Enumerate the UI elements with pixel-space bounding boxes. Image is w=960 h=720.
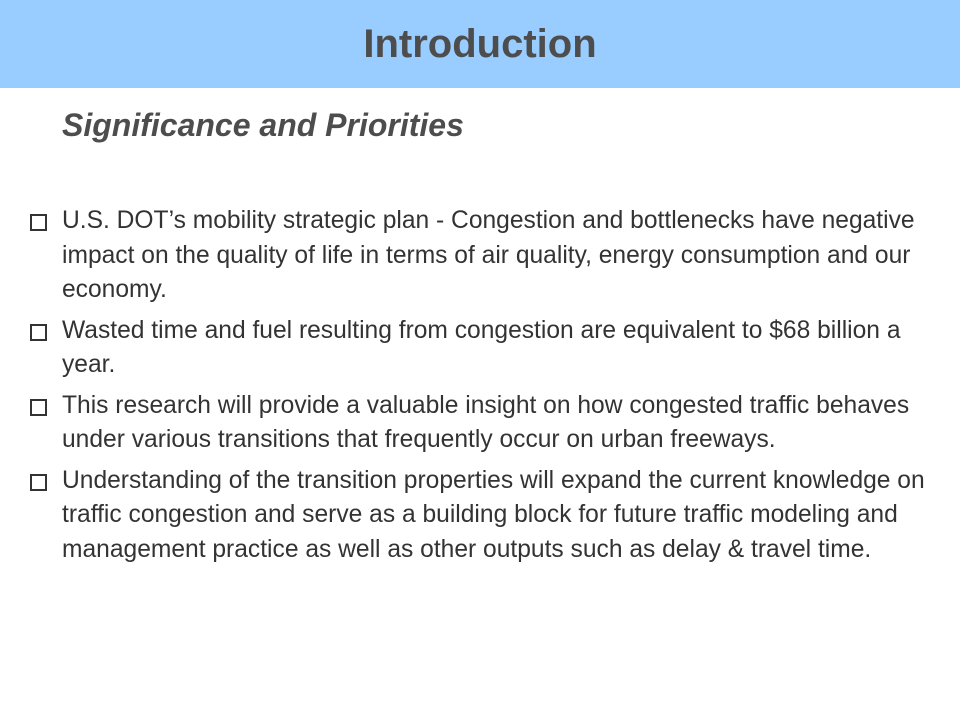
bullet-text: Understanding of the transition properties will expand the current knowledge on traffic congestion and serve as a building block for future traffic modeling and management practice as well as other outputs such as delay & travel time. <box>62 466 925 563</box>
checkbox-icon <box>30 214 47 231</box>
bullet-text: This research will provide a valuable insight on how congested traffic behaves under various transitions that frequently occur on urban freeways. <box>62 391 910 453</box>
bullet-text: Wasted time and fuel resulting from congestion are equivalent to $68 billion a year. <box>62 316 901 378</box>
slide-subtitle: Significance and Priorities <box>62 107 464 143</box>
bullet-item <box>30 204 930 308</box>
bullet-item <box>30 314 930 383</box>
slide-title: Introduction <box>363 21 597 66</box>
bullet-text: U.S. DOT’s mobility strategic plan - Congestion and bottlenecks have negative impact on the quality of life in terms of air quality, energy consumption and our economy. <box>62 207 915 303</box>
checkbox-icon <box>30 324 47 341</box>
bullet-list <box>30 204 930 573</box>
checkbox-icon <box>30 399 47 416</box>
title-bar <box>0 0 960 88</box>
checkbox-icon <box>30 474 47 491</box>
bullet-item <box>30 389 930 458</box>
bullet-item <box>30 464 930 568</box>
